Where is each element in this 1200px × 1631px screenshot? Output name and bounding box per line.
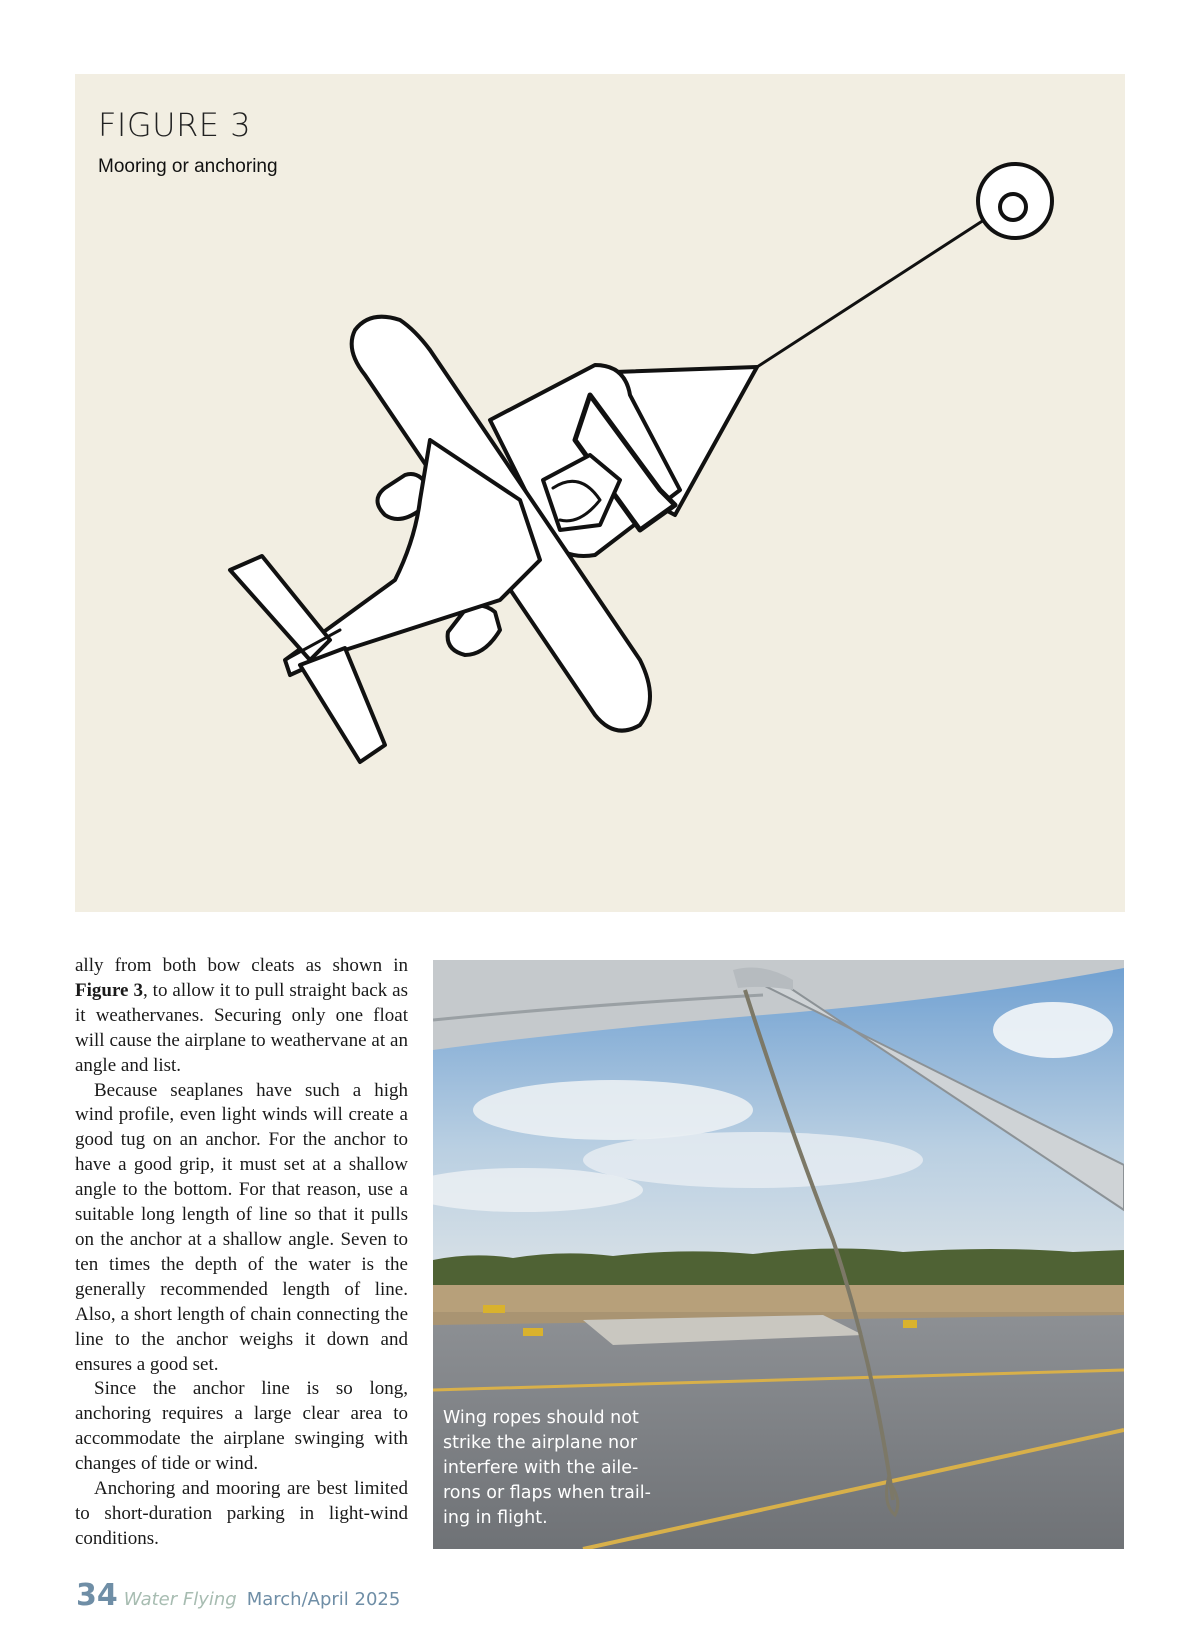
article-body bbox=[75, 954, 408, 1552]
figure-panel bbox=[75, 74, 1125, 912]
paragraph-rest: , to allow it to pull straight back as it weathervanes. Securing only one float will cause the airplane to weathervane at an angle and list. bbox=[75, 979, 408, 1076]
page-footer bbox=[76, 1578, 400, 1618]
wing-rope-photo bbox=[433, 960, 1124, 1549]
caption-line: interfere with the aile- bbox=[443, 1458, 639, 1478]
paragraph-lead: ally from both bow cleats as shown in bbox=[75, 955, 408, 976]
mooring-buoy-inner bbox=[1000, 194, 1026, 220]
seaplane-moored-to-buoy-icon bbox=[75, 74, 1125, 912]
paragraph: Since the anchor line is so long, anchoring requires a large clear area to accommodate the airplane swinging with changes of tide or wind. bbox=[75, 1378, 408, 1475]
photo-caption bbox=[443, 1406, 658, 1531]
page-number: 34 bbox=[76, 1578, 118, 1613]
paragraph: Because seaplanes have such a high wind profile, even light winds will create a good tug on an anchor. For the anchor to have a good grip, it must set at a shallow angle to the bottom. For that reason, use a suitable long length of line so that it pulls on the anchor at a shallow angle. Seven to ten times the depth of the water is the generally recommended length of line. Also, a short length of chain connecting the line to the anchor weighs it down and ensures a good set. bbox=[75, 1079, 408, 1375]
paragraph: Anchoring and mooring are best limited to short-duration parking in light-wind conditions. bbox=[75, 1478, 408, 1549]
publication-name: Water Flying bbox=[123, 1589, 237, 1610]
caption-line: rons or flaps when trail- bbox=[443, 1483, 651, 1503]
caption-line: ing in flight. bbox=[443, 1508, 548, 1528]
figure-reference: Figure 3 bbox=[75, 979, 143, 1001]
caption-line: strike the airplane nor bbox=[443, 1433, 638, 1453]
issue-date: March/April 2025 bbox=[246, 1589, 401, 1610]
tail-right bbox=[300, 648, 385, 762]
figure-subtitle: Mooring or anchoring bbox=[98, 156, 278, 177]
paragraph bbox=[75, 954, 408, 1079]
mooring-line bbox=[757, 207, 1004, 367]
figure-label: FIGURE 3 bbox=[98, 106, 252, 144]
caption-line: Wing ropes should not bbox=[443, 1408, 639, 1428]
